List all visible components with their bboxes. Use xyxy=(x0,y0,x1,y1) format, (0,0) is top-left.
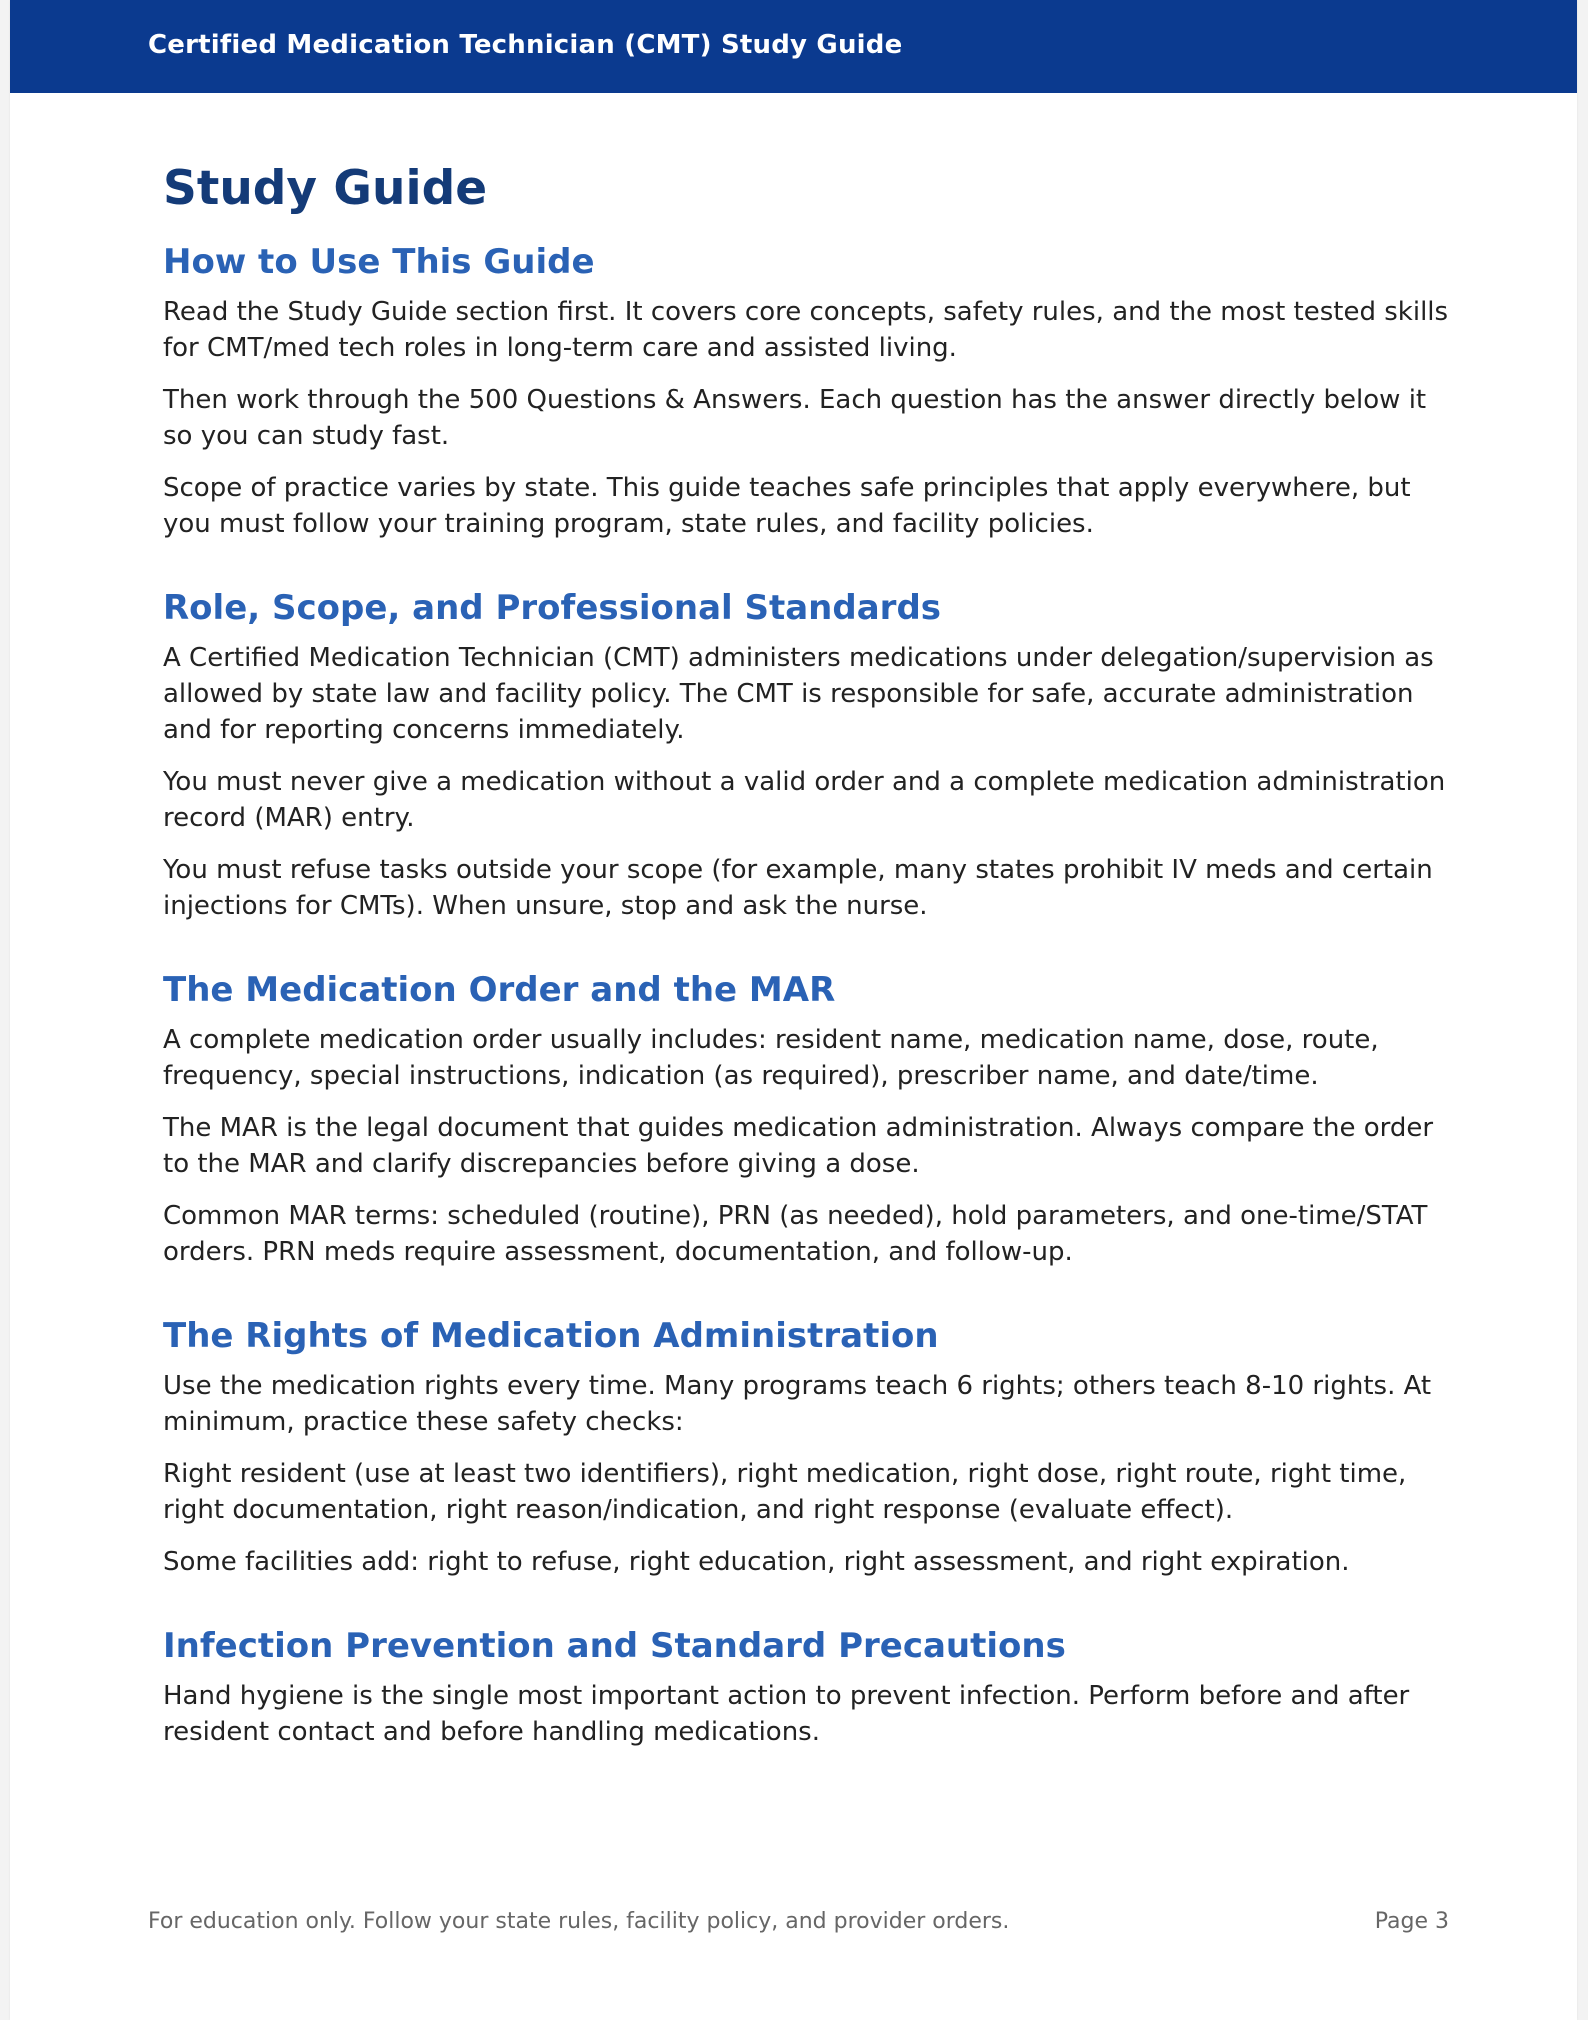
paragraph: Common MAR terms: scheduled (routine), PRN (as needed), hold parameters, and one-time/STAT orders. PRN meds require assessment, documentation, and follow-up. xyxy=(163,1201,1428,1267)
page-number: Page 3 xyxy=(1374,1909,1449,1934)
section-rights xyxy=(163,1314,1453,1580)
section-heading: The Medication Order and the MAR xyxy=(163,970,836,1010)
header-bar xyxy=(10,0,1577,93)
paragraph: Then work through the 500 Questions & Answers. Each question has the answer directly below it so you can study fast. xyxy=(163,385,1427,451)
paragraph: You must never give a medication without a valid order and a complete medication administration record (MAR) entry. xyxy=(163,767,1446,833)
paragraph: Right resident (use at least two identifiers), right medication, right dose, right route, right time, right documentation, right reason/indication, and right response (evaluate effect). xyxy=(163,1459,1407,1525)
section-medication-order xyxy=(163,968,1453,1270)
section-heading: The Rights of Medication Administration xyxy=(163,1316,939,1356)
section-heading: How to Use This Guide xyxy=(163,242,595,282)
paragraph: Scope of practice varies by state. This guide teaches safe principles that apply everywhere, but you must follow your training program, state rules, and facility policies. xyxy=(163,473,1411,539)
paragraph: You must refuse tasks outside your scope (for example, many states prohibit IV meds and certain injections for CMTs). When unsure, stop and ask the nurse. xyxy=(163,855,1433,921)
paragraph: The MAR is the legal document that guides medication administration. Always compare the order to the MAR and clarify discrepancies before giving a dose. xyxy=(163,1113,1434,1179)
paragraph: Use the medication rights every time. Many programs teach 6 rights; others teach 8-10 rights. At minimum, practice these safety checks: xyxy=(163,1371,1432,1437)
paragraph: Hand hygiene is the single most important action to prevent infection. Perform before and after resident contact and before handling medications. xyxy=(163,1681,1410,1747)
section-heading: Infection Prevention and Standard Precautions xyxy=(163,1626,1066,1666)
paragraph: Read the Study Guide section first. It covers core concepts, safety rules, and the most tested skills for CMT/med tech roles in long-term care and assisted living. xyxy=(163,297,1449,363)
document-page xyxy=(10,0,1577,2020)
section-heading: Role, Scope, and Professional Standards xyxy=(163,588,942,628)
section-role-scope xyxy=(163,586,1453,924)
page-content xyxy=(163,160,1453,1794)
footer-disclaimer: For education only. Follow your state rules, facility policy, and provider orders. xyxy=(148,1909,1010,1934)
section-how-to-use xyxy=(163,240,1453,542)
paragraph: A Certified Medication Technician (CMT) administers medications under delegation/supervision as allowed by state law and facility policy. The CMT is responsible for safe, accurate administration and for reporting concerns immediately. xyxy=(163,643,1434,745)
page-title: Study Guide xyxy=(163,161,488,216)
header-title: Certified Medication Technician (CMT) Study Guide xyxy=(148,30,903,60)
section-infection-prevention xyxy=(163,1624,1453,1750)
paragraph: Some facilities add: right to refuse, right education, right assessment, and right expiration. xyxy=(163,1547,1350,1577)
paragraph: A complete medication order usually includes: resident name, medication name, dose, route, frequency, special instructions, indication (as required), prescriber name, and date/time. xyxy=(163,1025,1379,1091)
